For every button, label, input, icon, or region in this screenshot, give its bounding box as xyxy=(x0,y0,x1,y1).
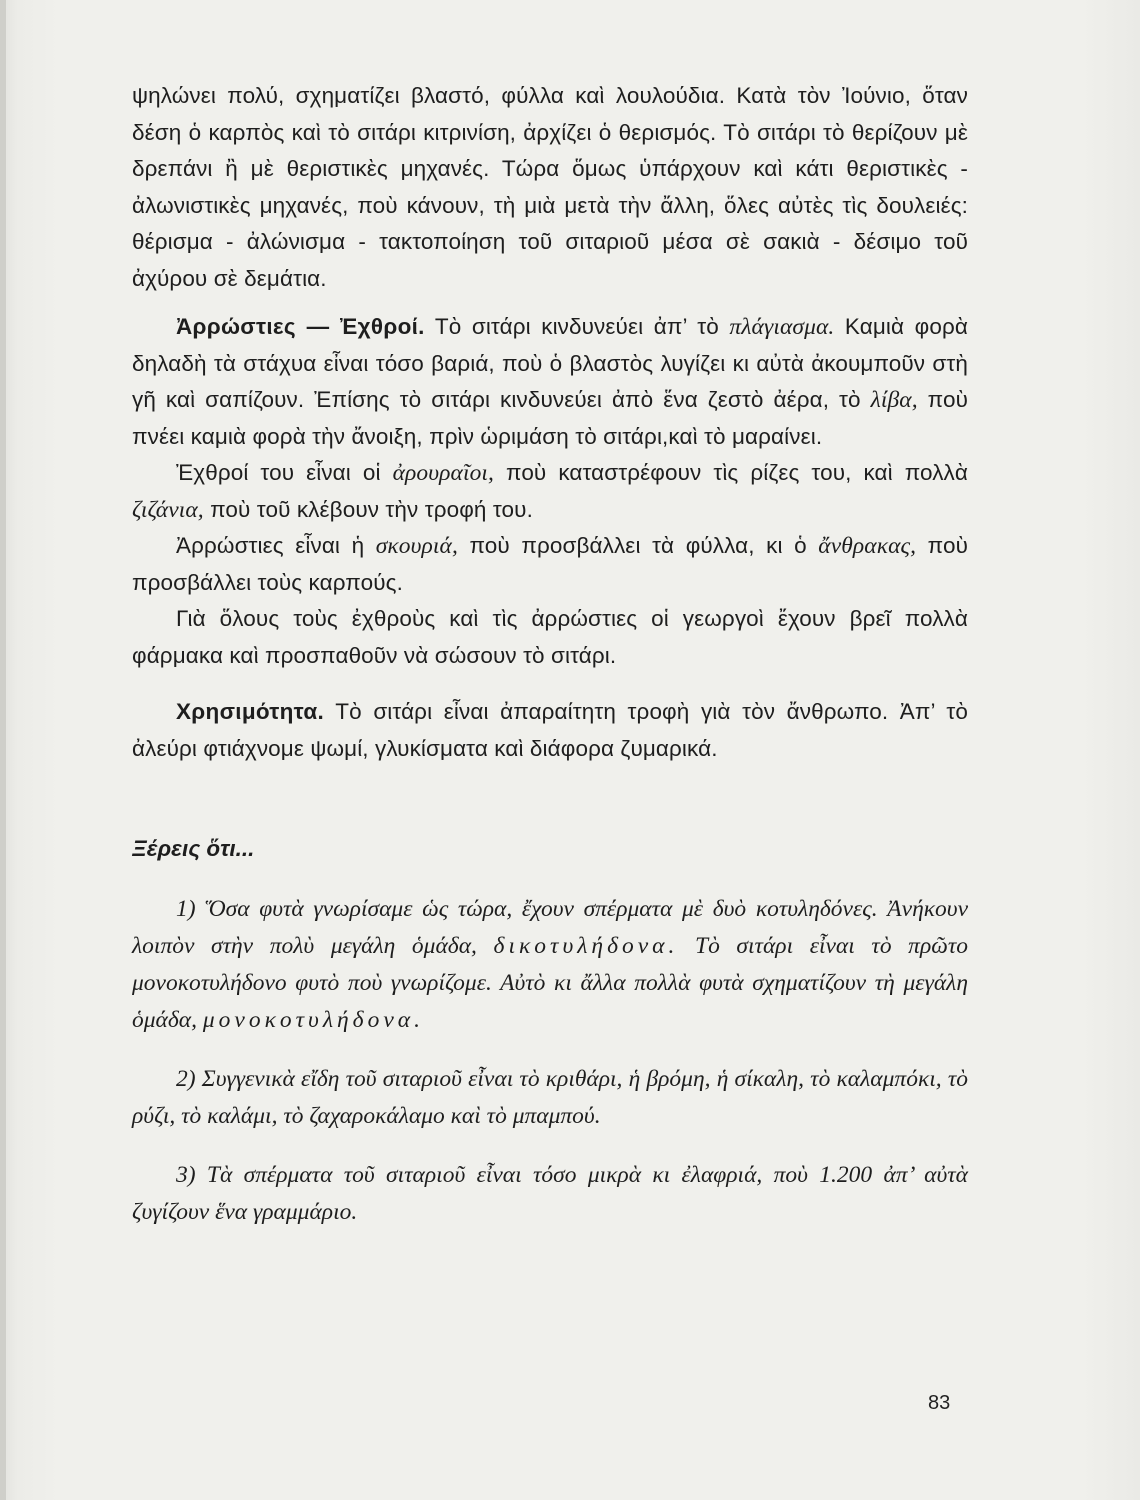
diseases-text-1c: ποὺ πνέει καμιὰ φορὰ τὴν ἄνοιξη, πρὶν ὡριμάση τὸ σιτάρι,καὶ τὸ μαραίνει. xyxy=(132,387,968,449)
usefulness-paragraph xyxy=(132,694,968,767)
page-number: 83 xyxy=(928,1392,951,1414)
item-1-text-a: 1) Ὅσα φυτὰ γνωρίσαμε ὡς τώρα, ἔχουν σπέρματα μὲ δυὸ κοτυληδόνες. Ἀνήκουν λοιπὸν στὴν πολὺ μεγάλη ὁμάδα, xyxy=(132,896,968,959)
term-zizania: ζιζάνια, xyxy=(132,496,204,523)
term-dikotyledona: δικοτυλήδονα. xyxy=(493,933,679,959)
diseases-text-1a: Τὸ σιτάρι κινδυνεύει ἀπ’ τὸ xyxy=(424,314,730,339)
term-arouraioi: ἀρουραῖοι, xyxy=(392,460,495,486)
diseases-text-2b: ποὺ καταστρέφουν τὶς ρίζες του, καὶ πολλὰ xyxy=(494,460,969,485)
page-content xyxy=(132,78,968,1231)
diseases-text-3a: Ἀρρώστιες εἶναι ἡ xyxy=(176,533,376,558)
term-liva: λίβα, xyxy=(870,387,918,413)
term-plagiasma: πλάγιασμα. xyxy=(729,314,835,340)
item-1-text-b: Τὸ σιτάρι εἶναι τὸ πρῶτο μονοκοτυλήδονο φυτὸ ποὺ γνωρίζομε. Αὐτὸ κι ἄλλα πολλὰ φυτὰ σχηματίζουν τὴ μεγάλη ὁμάδα, xyxy=(132,933,968,1033)
diseases-paragraph-1 xyxy=(132,309,968,455)
usefulness-text: Τὸ σιτάρι εἶναι ἀπαραίτητη τροφὴ γιὰ τὸν ἄνθρωπο. Ἀπ’ τὸ ἀλεύρι φτιάχνομε ψωμί, γλυκίσματα καὶ διάφορα ζυμαρικά. xyxy=(132,699,968,761)
intro-paragraph: ψηλώνει πολύ, σχηματίζει βλαστό, φύλλα καὶ λουλούδια. Κατὰ τὸν Ἰούνιο, ὅταν δέση ὁ καρπὸς καὶ τὸ σιτάρι κιτρινίση, ἀρχίζει ὁ θερισμός. Τὸ σιτάρι τὸ θερίζουν μὲ δρεπάνι ἢ μὲ θεριστικὲς μηχανές. Τώρα ὅμως ὑπάρχουν καὶ κάτι θεριστικὲς - ἀλωνιστικὲς μηχανές, ποὺ κάνουν, τὴ μιὰ μετὰ τὴν ἄλλη, ὅλες αὐτὲς τὶς δουλειές: θέρισμα - ἀλώνισμα - τακτοποίηση τοῦ σιταριοῦ μέσα σὲ σακιὰ - δέσιμο τοῦ ἀχύρου σὲ δεμάτια. xyxy=(132,83,968,291)
diseases-paragraph-3 xyxy=(132,528,968,601)
term-skouria: σκουριά, xyxy=(375,533,458,559)
diseases-text-2c: ποὺ τοῦ κλέβουν τὴν τροφή του. xyxy=(203,496,533,522)
did-you-know-title: Ξέρεις ὅτι... xyxy=(132,836,255,861)
diseases-text-3c: ποὺ προσβάλλει τοὺς καρπούς. xyxy=(132,533,968,595)
did-you-know-item-3: 3) Τὰ σπέρματα τοῦ σιταριοῦ εἶναι τόσο μικρὰ κι ἐλαφριά, ποὺ 1.200 ἀπ’ αὐτὰ ζυγίζουν ἕνα γραμμάριο. xyxy=(132,1162,968,1225)
diseases-text-3b: ποὺ προσβάλλει τὰ φύλλα, κι ὁ xyxy=(457,533,819,558)
page-spine-shadow xyxy=(0,0,6,1500)
diseases-paragraph-4: Γιὰ ὅλους τοὺς ἐχθροὺς καὶ τὶς ἀρρώστιες οἱ γεωργοὶ ἔχουν βρεῖ πολλὰ φάρμακα καὶ προσπαθοῦν νὰ σώσουν τὸ σιτάρι. xyxy=(132,606,968,668)
diseases-text-2a: Ἐχθροί του εἶναι οἱ xyxy=(176,460,393,485)
did-you-know-item-2: 2) Συγγενικὰ εἴδη τοῦ σιταριοῦ εἶναι τὸ κριθάρι, ἡ βρόμη, ἡ σίκαλη, τὸ καλαμπόκι, τὸ ρύζι, τὸ καλάμι, τὸ ζαχαροκάλαμο καὶ τὸ μπαμπού. xyxy=(132,1066,968,1129)
usefulness-heading: Χρησιμότητα. xyxy=(176,699,325,724)
diseases-text-1b: Καμιὰ φορὰ δηλαδὴ τὰ στάχυα εἶναι τόσο βαριά, ποὺ ὁ βλαστὸς λυγίζει κι αὐτὰ ἀκουμποῦν στὴ γῆ καὶ σαπίζουν. Ἐπίσης τὸ σιτάρι κινδυνεύει ἀπὸ ἕνα ζεστὸ ἀέρα, τὸ xyxy=(132,314,968,412)
diseases-heading: Ἀρρώστιες — Ἐχθροί. xyxy=(176,314,425,339)
term-monokotyledona: μονοκοτυλήδονα. xyxy=(202,1007,424,1033)
diseases-paragraph-2 xyxy=(132,455,968,528)
did-you-know-item-1 xyxy=(132,891,968,1039)
term-anthrakas: ἄνθρακας, xyxy=(818,533,917,559)
